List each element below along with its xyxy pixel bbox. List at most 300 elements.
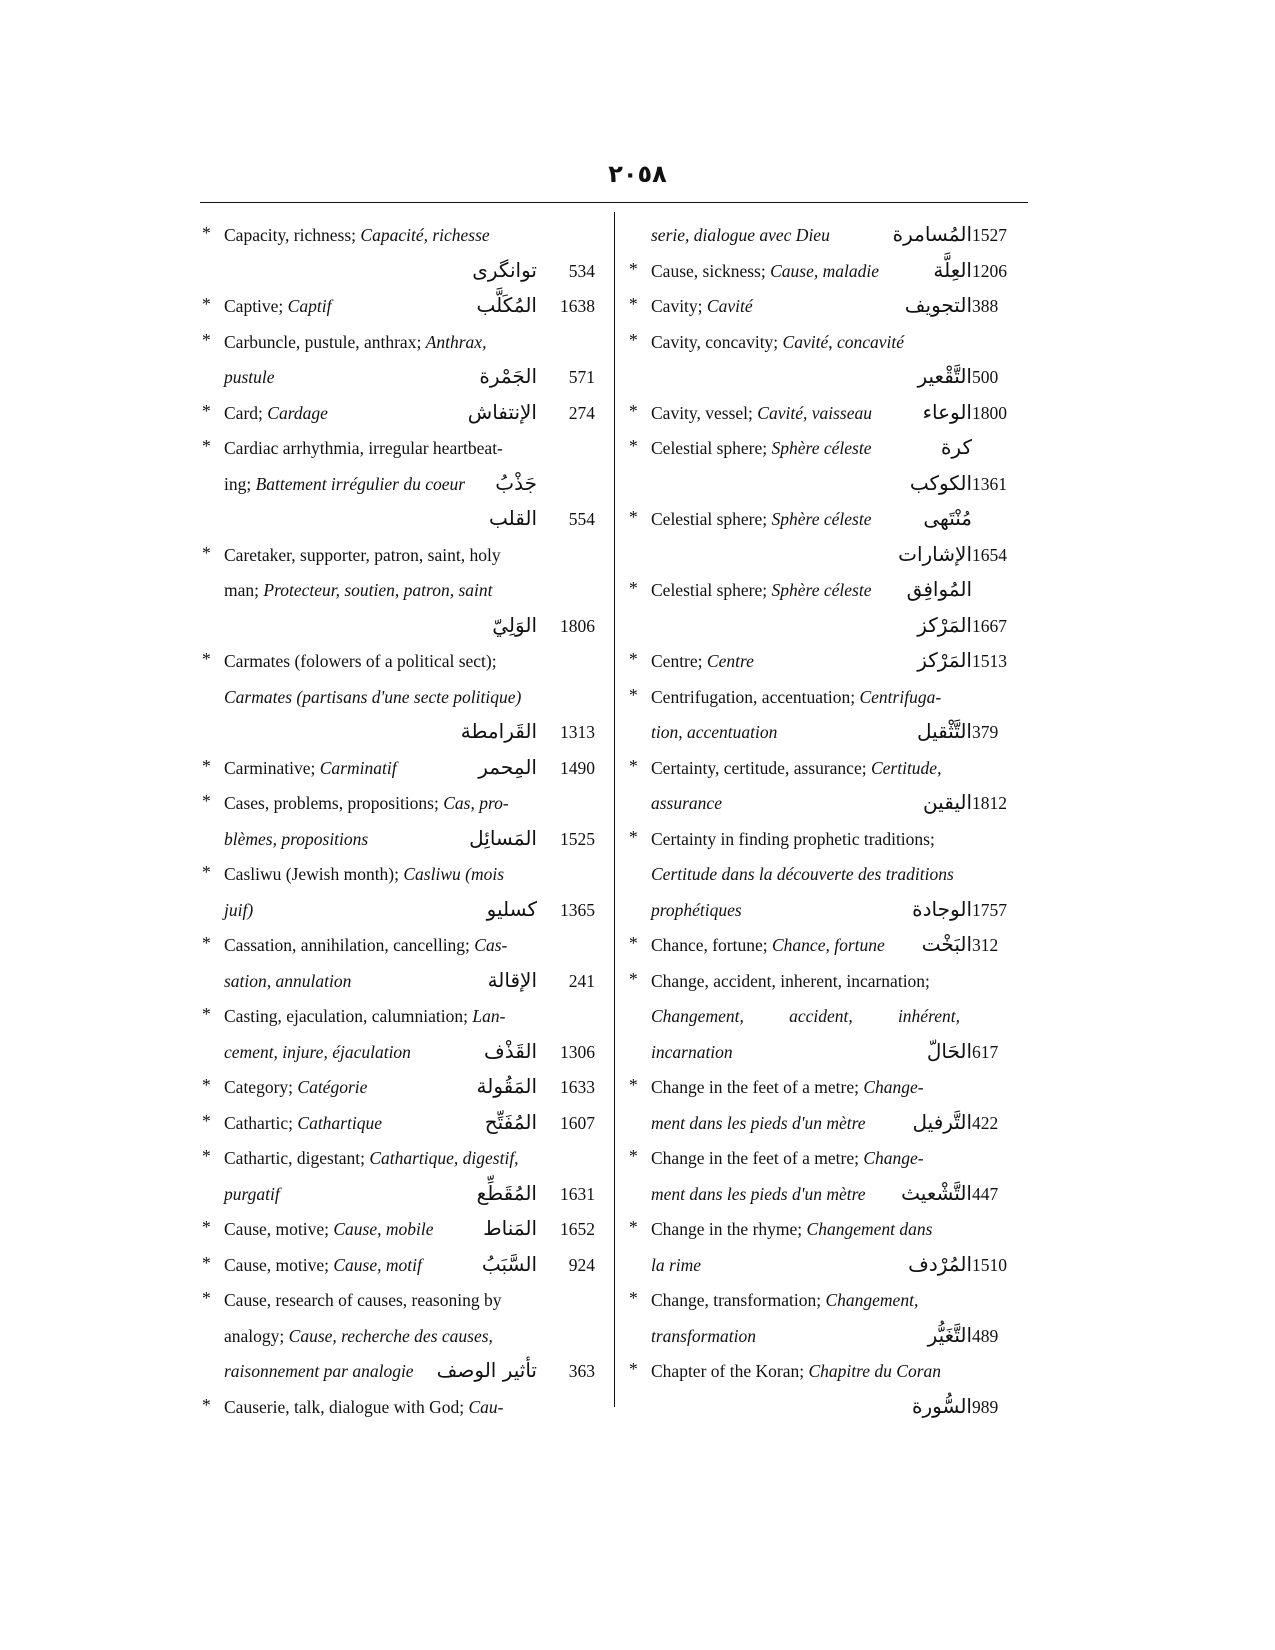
dictionary-entry [627,1212,1032,1283]
dictionary-entry [627,502,1032,573]
dictionary-entry [627,396,1032,432]
dictionary-entry [627,254,1032,290]
bullet-mark: * [629,968,638,989]
entry-term [224,467,465,503]
entry-line [200,822,605,858]
entry-line [627,289,1032,325]
french-term: Casliwu (mois [403,864,505,884]
arabic-term: المُكَلَّب [476,293,537,317]
entry-number: 1527 [972,225,1007,245]
entry-line [200,396,605,432]
french-term: Centrifuga- [859,686,942,707]
french-term: transformation [651,1325,757,1346]
entry-number: 571 [568,367,595,387]
entry-term [224,1248,422,1284]
french-term: Sphère céleste [771,438,872,458]
entry-term [651,1283,918,1319]
english-term: ing; [224,473,256,494]
entry-term [224,644,497,680]
arabic-term: العِلَّة [933,257,972,282]
entry-line [200,786,605,822]
dictionary-entry [627,751,1032,822]
arabic-term: المُرْدف [908,1251,972,1276]
french-term: tion, accentuation [651,722,778,742]
entry-line [627,431,1032,467]
dictionary-entry [200,928,605,999]
entry-line [627,857,1032,893]
french-term: Cathartique, digestif, [369,1148,519,1168]
bullet-mark: * [202,329,211,350]
french-term: Protecteur, soutien, patron, saint [263,580,493,600]
entry-line [200,254,605,290]
dictionary-entry [200,1390,605,1426]
entry-line [627,1283,1032,1319]
english-term: Chance, fortune; [651,935,772,955]
english-term: Celestial sphere; [651,580,772,600]
entry-number: 1513 [972,651,1007,671]
entry-term [224,573,492,609]
english-term: Cathartic, digestant; [224,1148,370,1168]
entry-line [627,680,1032,716]
bullet-mark: * [629,1217,638,1237]
entry-line [200,360,605,396]
entry-line [200,609,605,645]
arabic-term: توانگرى [472,257,537,282]
bullet-mark: * [202,1394,211,1415]
entry-term [224,289,331,325]
arabic-term: كرة [940,435,972,459]
entry-term [651,786,722,822]
arabic-term: الوجادة [912,896,972,921]
entry-number: 1365 [560,899,595,920]
dictionary-entry [627,1283,1032,1354]
english-term: Change, accident, inherent, incarnation; [651,970,930,991]
entry-number: 388 [972,296,999,316]
arabic-term: القَرامطة [460,719,537,743]
header-rule [200,202,1028,203]
entry-term [651,1319,756,1355]
dictionary-entry [627,1354,1032,1425]
french-term: raisonnement par analogie [224,1361,414,1381]
entry-line [627,467,1032,503]
dictionary-entry [200,1212,605,1248]
entry-line [200,289,605,325]
entry-term [224,1390,503,1426]
bullet-mark: * [629,1359,638,1379]
french-term: Sphère céleste [771,580,872,600]
arabic-term: السُّورة [912,1393,972,1418]
entry-line [200,928,605,964]
entry-line [627,538,1032,574]
entry-line [627,1248,1032,1284]
entry-line [627,786,1032,822]
entry-term [651,928,885,964]
entry-line [200,467,605,503]
entry-number: 1206 [972,260,1007,281]
entry-number: 1313 [560,722,595,742]
entry-number: 1638 [560,296,595,316]
entry-line [627,1141,1032,1177]
entry-term [651,644,754,680]
entry-term [224,751,397,787]
entry-term [651,1106,866,1142]
entry-line [200,325,605,361]
entry-term [651,715,777,751]
arabic-term: المُقَطِّع [476,1180,537,1205]
english-term: Celestial sphere; [651,509,772,529]
dictionary-entry [627,573,1032,644]
dictionary-entry [627,325,1032,396]
french-term: serie, dialogue avec Dieu [651,225,830,245]
english-term: Causerie, talk, dialogue with God; [224,1396,469,1417]
bullet-mark: * [202,1075,211,1095]
entry-number: 1757 [972,899,1007,920]
arabic-term: كسليو [486,896,537,921]
entry-term [651,1248,701,1284]
entry-line [627,1070,1032,1106]
french-term: Cause, mobile [333,1219,434,1239]
entry-line [200,1141,605,1177]
dictionary-entry [200,999,605,1070]
english-term: Carbuncle, pustule, anthrax; [224,331,426,352]
english-term: Cases, problems, propositions; [224,793,444,813]
french-term: Change- [863,1148,924,1168]
left-column [200,218,605,1425]
dictionary-entry [200,218,605,289]
english-term: Centre; [651,651,707,671]
bullet-mark: * [629,258,638,279]
french-term: Capacité, richesse [360,225,490,245]
dictionary-entry [627,964,1032,1071]
bullet-mark: * [629,1146,638,1166]
arabic-term: البَخْت [921,932,972,956]
entry-number: 500 [972,367,999,387]
entry-line [627,822,1032,858]
french-term: incarnation [651,1041,733,1062]
english-term: analogy; [224,1325,289,1346]
french-term: Cavité, vaisseau [757,402,872,423]
dictionary-entry [200,1070,605,1106]
entry-line [200,538,605,574]
page-number: ٢٠٥٨ [608,160,667,188]
entry-term [224,893,253,929]
entry-number: 489 [972,1325,999,1346]
entry-translation [651,999,960,1035]
entry-term [651,1035,733,1071]
entry-term [224,1177,280,1213]
entry-term [224,1141,519,1177]
entry-line [200,715,605,751]
arabic-term: المَقُولة [476,1074,537,1098]
arabic-term: الكوكب [909,470,972,495]
bullet-mark: * [629,329,638,350]
dictionary-entry [200,857,605,928]
entry-term [651,680,941,716]
english-term: Change, transformation; [651,1290,826,1310]
entry-line [200,1283,605,1319]
entry-line [627,964,1032,1000]
entry-number: 1631 [560,1183,595,1204]
entry-line [627,1177,1032,1213]
bullet-mark: * [202,1110,211,1131]
french-term: Cathartique [297,1112,382,1133]
entry-number: 422 [972,1112,999,1133]
french-term: assurance [651,793,722,813]
entry-term [651,1354,941,1390]
arabic-term: التَّشْعيث [901,1180,972,1205]
entry-term [224,822,368,858]
entry-line [627,715,1032,751]
bullet-mark: * [629,1288,638,1308]
entry-line [200,857,605,893]
entry-number: 924 [568,1254,595,1275]
translation-word: inhérent, [897,1006,960,1026]
entry-line [200,644,605,680]
entry-term [651,289,753,325]
french-term: Catégorie [297,1077,368,1097]
french-term: Cavité [706,296,753,316]
english-term: Cause, motive; [224,1219,334,1239]
arabic-term: الحَالّ [926,1038,972,1063]
bullet-mark: * [202,1288,211,1308]
column-divider [614,212,615,1407]
entry-line [627,893,1032,929]
bullet-mark: * [629,684,638,705]
french-term: prophétiques [651,899,742,920]
bullet-mark: * [629,933,638,953]
french-term: Sphère céleste [771,509,872,529]
entry-term [224,1106,382,1142]
french-term: Carmates (partisans d'une secte politique) [224,686,522,707]
english-term: Cause, motive; [224,1254,334,1275]
french-term: Changement dans [806,1219,933,1239]
arabic-term: الإقالة [487,967,537,992]
english-term: Change in the feet of a metre; [651,1077,864,1097]
french-term: Cardage [267,402,328,423]
arabic-term: القلب [488,506,537,530]
entry-line [200,1248,605,1284]
french-term: pustule [224,367,275,387]
english-term: Carmates (folowers of a political sect); [224,651,497,671]
english-term: Change in the rhyme; [651,1219,807,1239]
arabic-term: المَسائِل [469,825,537,850]
bullet-mark: * [202,1146,211,1166]
french-term: la rime [651,1254,702,1275]
entry-line [200,1212,605,1248]
entry-line [627,396,1032,432]
arabic-term: المُفَتِّح [484,1109,537,1134]
arabic-term: الإشارات [898,541,972,566]
entry-number: 989 [972,1396,999,1417]
bullet-mark: * [202,933,211,953]
dictionary-entry [627,431,1032,502]
bullet-mark: * [629,1075,638,1095]
arabic-term: التجويف [904,293,972,317]
bullet-mark: * [202,1252,211,1273]
entry-number: 274 [568,402,595,423]
entry-term [224,538,501,574]
entry-term [224,1035,411,1071]
entry-line [627,325,1032,361]
arabic-term: اليقين [922,790,972,814]
entry-term [224,431,503,467]
entry-line [200,680,605,716]
entry-number: 1652 [560,1219,595,1239]
bullet-mark: * [202,294,211,314]
entry-number: 1806 [560,615,595,636]
entry-line [627,1354,1032,1390]
french-term: Certitude, [870,757,942,778]
french-term: ment dans les pieds d'un mètre [651,1183,866,1204]
entry-line [200,999,605,1035]
english-term: Celestial sphere; [651,438,772,458]
english-term: Chapter of the Koran; [651,1361,809,1381]
entry-line [627,573,1032,609]
dictionary-entry [200,538,605,645]
entry-term [651,857,954,893]
french-term: Cause, recherche des causes, [288,1325,493,1346]
entry-line [200,964,605,1000]
entry-line [627,1106,1032,1142]
english-term: Carminative; [224,757,320,778]
entry-term [651,964,930,1000]
entry-line [200,1354,605,1390]
dictionary-entry [627,644,1032,680]
entry-line [627,1390,1032,1426]
translation-word: Changement, [651,1006,744,1026]
arabic-term: التَّرفيل [912,1109,972,1134]
bullet-mark: * [202,542,211,563]
arabic-term: الإنتفاش [467,399,537,424]
arabic-term: السَّبَبُ [481,1251,537,1276]
french-term: Cavité, concavité [782,331,905,352]
entry-number: 1306 [560,1041,595,1062]
entry-number: 1361 [972,473,1007,494]
entry-line [200,1390,605,1426]
french-term: purgatif [224,1183,280,1204]
english-term: Caretaker, supporter, patron, saint, holy [224,544,501,565]
entry-term [224,680,521,716]
entry-term [224,1354,414,1390]
entry-line [627,928,1032,964]
french-term: Battement irrégulier du coeur [255,473,466,494]
arabic-term: المُسامرة [892,222,972,246]
entry-number: 241 [568,970,595,991]
arabic-term: المَرْكز [917,648,972,672]
french-term: Lan- [472,1006,506,1026]
bullet-mark: * [629,649,638,669]
entry-number: 1633 [560,1077,595,1097]
entry-number: 1654 [972,544,1007,565]
french-term: Certitude dans la découverte des traditions [651,864,954,884]
english-term: Cathartic; [224,1112,298,1133]
arabic-term: الوعاء [922,399,972,424]
french-term: Cas, pro- [443,793,509,813]
bullet-mark: * [202,649,211,669]
entry-number: 312 [972,935,999,955]
arabic-term: التَّثْقيل [916,719,972,743]
dictionary-entry [627,822,1032,929]
french-term: Cas- [474,935,508,955]
entry-term [224,218,490,254]
entry-term [224,396,328,432]
entry-term [651,893,742,929]
entry-line [200,573,605,609]
entry-number: 447 [972,1183,999,1204]
arabic-term: القَذْف [484,1038,537,1063]
french-term: Chapitre du Coran [808,1361,942,1381]
bullet-mark: * [202,862,211,882]
english-term: Centrifugation, accentuation; [651,686,860,707]
french-term: blèmes, propositions [224,828,369,849]
dictionary-entry [200,1283,605,1390]
french-term: Cause, maladie [770,260,879,281]
entry-number: 1800 [972,402,1007,423]
entry-term [651,396,872,432]
bullet-mark: * [202,755,211,776]
english-term: Capacity, richness; [224,225,361,245]
entry-line [627,254,1032,290]
entry-line [627,1319,1032,1355]
english-term: Captive; [224,296,288,316]
french-term: ment dans les pieds d'un mètre [651,1112,866,1133]
entry-term [224,1070,367,1106]
english-term: Cavity, vessel; [651,402,758,423]
entry-number: 534 [568,260,595,281]
bullet-mark: * [629,436,638,456]
dictionary-entry [200,1106,605,1142]
arabic-term: الوَلِيّ [492,612,537,637]
entry-line [627,644,1032,680]
entry-term [651,1212,932,1248]
entry-term [224,999,505,1035]
french-term: Cause, motif [333,1254,422,1275]
french-term: Centre [706,651,754,671]
entry-line [627,751,1032,787]
entry-line [200,1106,605,1142]
bullet-mark: * [202,1004,211,1024]
entry-term [651,325,904,361]
entry-number: 617 [972,1041,999,1062]
entry-term [224,964,351,1000]
dictionary-entry [200,396,605,432]
entry-term [651,822,935,858]
english-term: Cassation, annihilation, cancelling; [224,935,475,955]
entry-term [651,1070,924,1106]
arabic-term: الجَمْرة [479,364,537,388]
entry-number: 1510 [972,1254,1007,1275]
entry-term [651,254,879,290]
english-term: Certainty in finding prophetic traditions; [651,828,935,849]
entry-term [651,1141,924,1177]
entry-line [627,999,1032,1035]
right-column [627,218,1032,1425]
bullet-mark: * [629,755,638,776]
entry-term [651,218,830,254]
english-term: Casliwu (Jewish month); [224,864,404,884]
entry-term [651,1177,866,1213]
entry-line [200,1319,605,1355]
english-term: man; [224,580,264,600]
bullet-mark: * [629,294,638,314]
entry-line [200,1070,605,1106]
entry-line [627,218,1032,254]
bullet-mark: * [629,400,638,421]
bullet-mark: * [202,791,211,811]
entry-line [200,1035,605,1071]
arabic-term: تأثير الوصف [436,1358,537,1382]
dictionary-entry [627,1141,1032,1212]
